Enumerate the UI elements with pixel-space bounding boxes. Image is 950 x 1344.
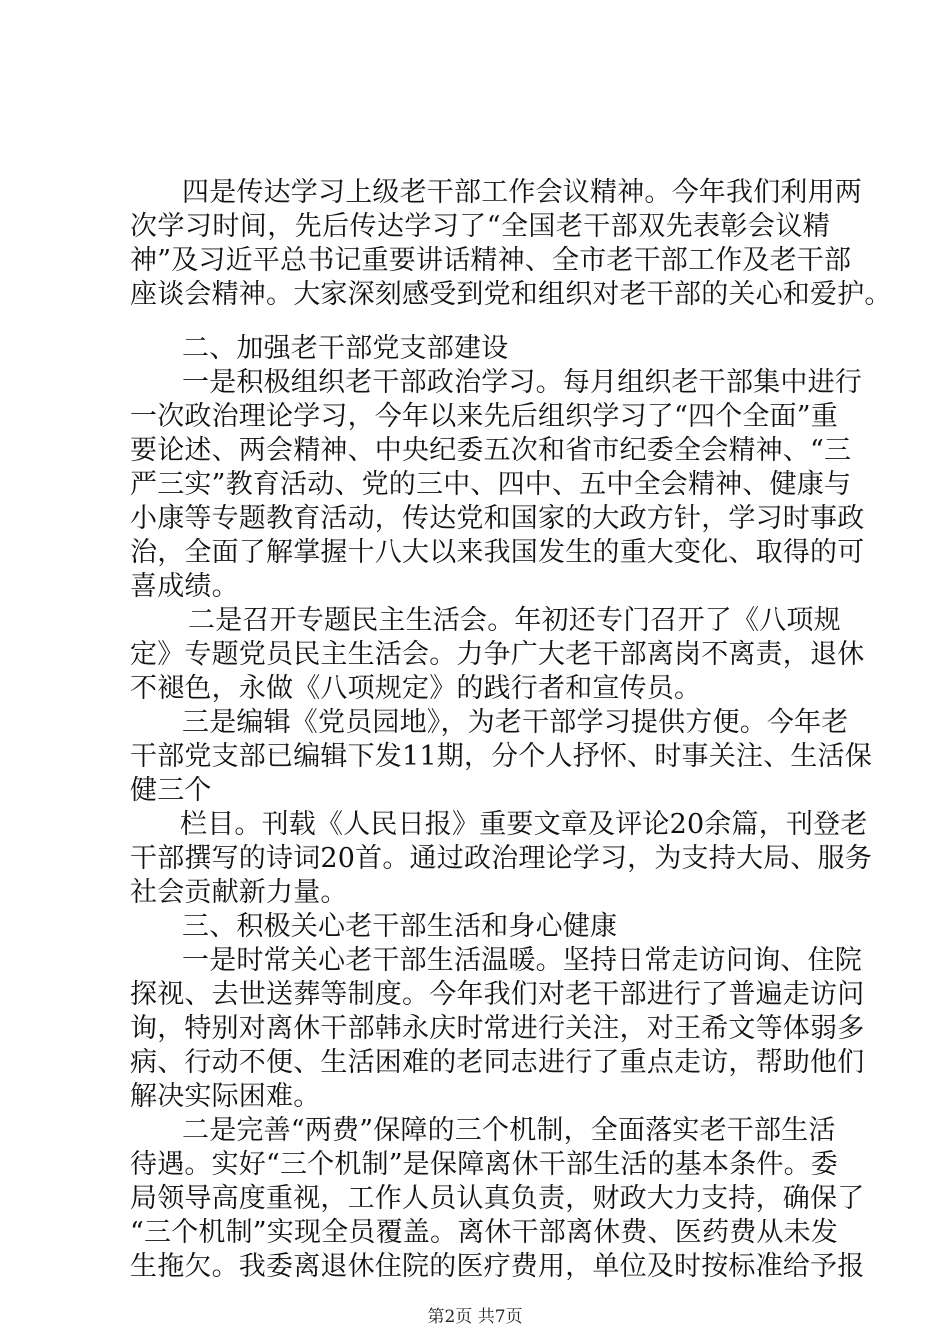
text-line: 社会贡献新力量。	[130, 877, 348, 908]
text-line: 健三个	[130, 775, 212, 806]
text-line: 神”及习近平总书记重要讲话精神、全市老干部工作及老干部	[130, 245, 852, 276]
text-line: 喜成绩。	[130, 571, 239, 602]
text-line: 病、行动不便、生活困难的老同志进行了重点走访，帮助他们	[130, 1047, 865, 1078]
text-line: 一是时常关心老干部生活温暖。坚持日常走访问询、住院	[182, 945, 862, 976]
text-line: 三是编辑《党员园地》，为老干部学习提供方便。今年老	[182, 707, 849, 738]
text-line: 四是传达学习上级老干部工作会议精神。今年我们利用两	[182, 177, 862, 208]
text-line: 生拖欠。我委离退休住院的医疗费用，单位及时按标准给予报	[130, 1251, 865, 1282]
text-line: 座谈会精神。大家深刻感受到党和组织对老干部的关心和爱护。	[130, 279, 892, 310]
text-line: 不褪色，永做《八项规定》的践行者和宣传员。	[130, 673, 702, 704]
text-line: 栏目。刊载《人民日报》重要文章及评论20余篇，刊登老	[180, 809, 868, 840]
text-line: 要论述、两会精神、中央纪委五次和省市纪委全会精神、“三	[130, 435, 852, 466]
text-line: 一次政治理论学习，今年以来先后组织学习了“四个全面”重	[130, 401, 839, 432]
text-line: 定》专题党员民主生活会。力争广大老干部离岗不离责，退休	[130, 639, 865, 670]
text-line: 小康等专题教育活动，传达党和国家的大政方针，学习时事政	[130, 503, 865, 534]
page-number-footer: 第2页 共7页	[427, 1307, 523, 1327]
text-line: 干部撰写的诗词20首。通过政治理论学习，为支持大局、服务	[130, 843, 872, 874]
text-line: 询，特别对离休干部韩永庆时常进行关注，对王希文等体弱多	[130, 1013, 865, 1044]
text-line: 待遇。实好“三个机制”是保障离休干部生活的基本条件。委	[130, 1149, 839, 1180]
text-line: 干部党支部已编辑下发11期，分个人抒怀、时事关注、生活保	[130, 741, 872, 772]
section-heading: 三、积极关心老干部生活和身心健康	[182, 911, 618, 942]
text-line: “三个机制”实现全员覆盖。离休干部离休费、医药费从未发	[130, 1217, 839, 1248]
text-line: 二是完善“两费”保障的三个机制，全面落实老干部生活	[182, 1115, 836, 1146]
section-heading: 二、加强老干部党支部建设	[182, 333, 509, 364]
text-line: 治，全面了解掌握十八大以来我国发生的重大变化、取得的可	[130, 537, 865, 568]
text-line: 探视、去世送葬等制度。今年我们对老干部进行了普遍走访问	[130, 979, 865, 1010]
text-line: 二是召开专题民主生活会。年初还专门召开了《八项规	[188, 605, 841, 636]
text-line: 次学习时间，先后传达学习了“全国老干部双先表彰会议精	[130, 211, 830, 242]
text-line: 严三实”教育活动、党的三中、四中、五中全会精神、健康与	[130, 469, 852, 500]
text-line: 解决实际困难。	[130, 1081, 321, 1112]
text-line: 一是积极组织老干部政治学习。每月组织老干部集中进行	[182, 367, 862, 398]
text-line: 局领导高度重视，工作人员认真负责，财政大力支持，确保了	[130, 1183, 865, 1214]
